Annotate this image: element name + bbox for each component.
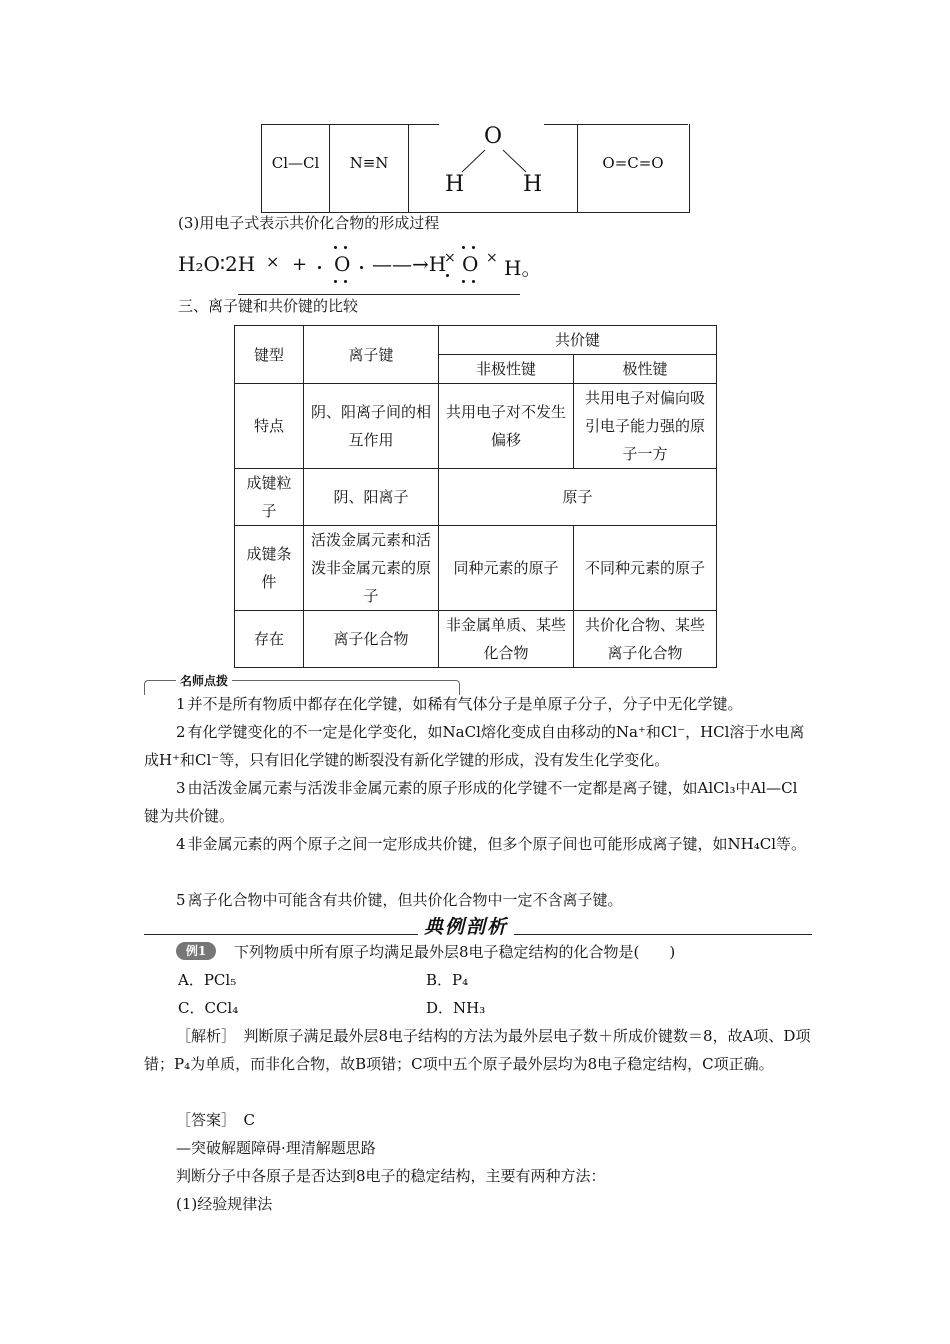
table-row bbox=[235, 611, 717, 668]
note-number: 4 bbox=[176, 835, 186, 853]
cell-nonpolar: 非金属单质、某些化合物 bbox=[439, 611, 574, 668]
section3-heading: (3)用电子式表示共价化合物的形成过程 bbox=[178, 214, 440, 232]
option-b: B．P₄ bbox=[426, 971, 469, 989]
example-question: 下列物质中所有原子均满足最外层8电子稳定结构的化合物是( ) bbox=[234, 943, 676, 961]
structure-top-border-left bbox=[261, 124, 439, 125]
note-1 bbox=[144, 690, 812, 718]
bond-comparison-table bbox=[234, 325, 717, 668]
option-c: C．CCl₄ bbox=[178, 999, 239, 1017]
note-5 bbox=[144, 886, 812, 914]
co2-structure: O=C=O bbox=[602, 154, 664, 172]
electron-dot bbox=[334, 246, 337, 249]
electron-dot bbox=[462, 280, 465, 283]
section-title: 三、离子键和共价键的比较 bbox=[178, 297, 359, 315]
example-heading: 典例剖析 bbox=[418, 912, 514, 939]
note-text: 非金属元素的两个原子之间一定形成共价键，但多个原子间也可能形成离子键，如NH₄Cl等。 bbox=[187, 835, 807, 853]
water-hydrogen-right: H bbox=[523, 172, 543, 197]
analysis bbox=[144, 1022, 812, 1078]
water-oxygen: O bbox=[484, 124, 503, 149]
row-label: 特点 bbox=[235, 384, 304, 469]
formation-lhs: H₂O∶2H bbox=[178, 252, 256, 276]
note-text: 由活泼金属元素与活泼非金属元素的原子形成的化学键不一定都是离子键，如AlCl₃中Al—Cl键为共价键。 bbox=[144, 779, 798, 825]
cell-polar: 不同种元素的原子 bbox=[574, 526, 717, 611]
structure-divider bbox=[408, 124, 409, 212]
table-row bbox=[235, 469, 717, 526]
cl2-structure: Cl—Cl bbox=[271, 154, 320, 172]
cell-ionic: 阴、阳离子 bbox=[304, 469, 439, 526]
formation-arrow: ——→H bbox=[372, 252, 447, 276]
electron-dot bbox=[334, 280, 337, 283]
structure-top-border-right bbox=[544, 124, 688, 125]
electron-dot bbox=[344, 280, 347, 283]
example-badge: 例1 bbox=[176, 942, 216, 960]
n2-structure: N≡N bbox=[349, 154, 389, 172]
method-1: (1)经验规律法 bbox=[176, 1195, 273, 1213]
electron-dot bbox=[344, 246, 347, 249]
table-row bbox=[235, 526, 717, 611]
tip-label: 名师点拨 bbox=[176, 672, 232, 689]
option-a: A．PCl₅ bbox=[178, 971, 237, 989]
note-text: 并不是所有物质中都存在化学键，如稀有气体分子是单原子分子，分子中无化学键。 bbox=[187, 695, 743, 713]
formation-cross: × bbox=[444, 250, 456, 266]
table-row bbox=[235, 326, 717, 355]
formation-oxygen: O bbox=[334, 252, 351, 276]
electron-dot bbox=[318, 266, 321, 269]
cell-nonpolar: 同种元素的原子 bbox=[439, 526, 574, 611]
electron-dot bbox=[360, 266, 363, 269]
row-label: 存在 bbox=[235, 611, 304, 668]
water-bonds bbox=[440, 140, 540, 180]
tip-text: 判断分子中各原子是否达到8电子的稳定结构，主要有两种方法： bbox=[176, 1167, 606, 1185]
cell-ionic: 阴、阳离子间的相互作用 bbox=[304, 384, 439, 469]
note-number: 2 bbox=[176, 723, 186, 741]
water-bond-left bbox=[462, 150, 485, 172]
note-2 bbox=[144, 718, 812, 774]
cell-polar: 共用电子对偏向吸引电子能力强的原子一方 bbox=[574, 384, 717, 469]
header-ionic: 离子键 bbox=[304, 326, 439, 384]
cell-ionic: 离子化合物 bbox=[304, 611, 439, 668]
note-text: 离子化合物中可能含有共价键，但共价化合物中一定不含离子键。 bbox=[187, 891, 623, 909]
cell-covalent: 原子 bbox=[439, 469, 717, 526]
electron-dot bbox=[472, 280, 475, 283]
formation-plus: + bbox=[292, 254, 308, 275]
formation-cross: × bbox=[486, 250, 498, 266]
note-3 bbox=[144, 774, 812, 830]
header-polar: 极性键 bbox=[574, 355, 717, 384]
electron-dot bbox=[446, 274, 449, 277]
note-4 bbox=[144, 830, 812, 858]
row-label: 成键粒子 bbox=[235, 469, 304, 526]
answer: ［答案］ C bbox=[176, 1111, 255, 1129]
formation-oxygen: O bbox=[462, 252, 479, 276]
cell-nonpolar: 共用电子对不发生偏移 bbox=[439, 384, 574, 469]
header-covalent: 共价键 bbox=[439, 326, 717, 355]
cell-ionic: 活泼金属元素和活泼非金属元素的原子 bbox=[304, 526, 439, 611]
row-label: 成键条件 bbox=[235, 526, 304, 611]
water-bond-right bbox=[503, 150, 526, 172]
formation-end: H。 bbox=[504, 256, 542, 280]
table-row bbox=[235, 384, 717, 469]
header-type: 键型 bbox=[235, 326, 304, 384]
note-number: 5 bbox=[176, 891, 186, 909]
note-number: 1 bbox=[176, 695, 186, 713]
note-text: 有化学键变化的不一定是化学变化，如NaCl熔化变成自由移动的Na⁺和Cl⁻，HCl溶于水电离成H⁺和Cl⁻等，只有旧化学键的断裂没有新化学键的形成，没有发生化学变化。 bbox=[144, 723, 805, 769]
tip-title: —突破解题障碍·理清解题思路 bbox=[176, 1139, 376, 1157]
header-nonpolar: 非极性键 bbox=[439, 355, 574, 384]
analysis-text: ［解析］ 判断原子满足最外层8电子结构的方法为最外层电子数＋所成价键数＝8，故A项、D项错；P₄为单质，而非化合物，故B项错；C项中五个原子最外层均为8电子稳定结构，C项正确。 bbox=[144, 1027, 811, 1073]
electron-dot bbox=[472, 246, 475, 249]
cell-polar: 共价化合物、某些离子化合物 bbox=[574, 611, 717, 668]
formation-cross: × bbox=[266, 252, 280, 271]
note-number: 3 bbox=[176, 779, 186, 797]
electron-dot bbox=[462, 246, 465, 249]
water-hydrogen-left: H bbox=[445, 172, 465, 197]
option-d: D．NH₃ bbox=[426, 999, 486, 1017]
